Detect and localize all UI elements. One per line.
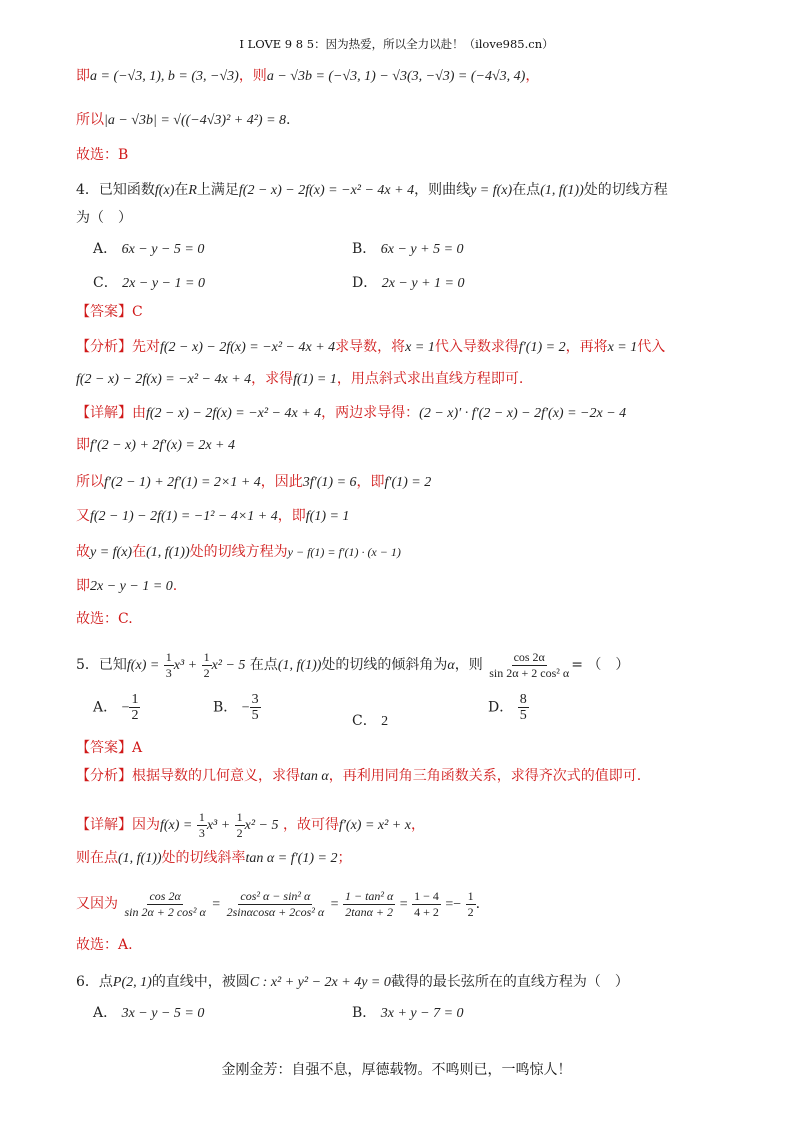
q5-option-a: A． − $\frac{1}{2}$ (93, 692, 139, 723)
q4-analysis-2: f(2 − x) − 2f(x) = −x² − 4x + 4，求得f(1) = 1，用点斜式求出直线方程即可. (76, 371, 524, 387)
q5-option-b: B． − $\frac{3}{5}$ (213, 692, 259, 723)
q4-analysis-1: 【分析】先对f(2 − x) − 2f(x) = −x² − 4x + 4求导数，将x = 1代入导数求得f′(1) = 2，再将x = 1代入 (76, 339, 666, 355)
q5-detail-1: 【详解】因为f(x) = $\frac{1}{3}$ x³ + $\frac{1}{2}$ x² − 5 ，故可得f′(x) = x² + x， (76, 809, 425, 840)
q4-stem-2: 为（ ） (76, 210, 132, 226)
q4-detail-5: 故y = f(x)在(1, f(1))处的切线方程为y − f(1) = f′(1) · (x − 1) (76, 544, 401, 560)
q6-option-a: A． 3x − y − 5 = 0 (93, 1005, 205, 1021)
q4-option-b: B． 6x − y + 5 = 0 (352, 241, 464, 257)
q5-answer: 【答案】A (76, 740, 143, 756)
q4-final: 故选：C. (76, 611, 133, 627)
q4-detail-6: 即2x − y − 1 = 0. (76, 578, 178, 594)
q5-final: 故选：A. (76, 937, 133, 953)
q4-option-c: C． 2x − y − 1 = 0 (93, 275, 205, 291)
q5-analysis: 【分析】根据导数的几何意义，求得tan α，再利用同角三角函数关系，求得齐次式的值即可. (76, 768, 642, 784)
q5-option-d: D． $\frac{8}{5}$ (488, 692, 527, 723)
page-header: I LOVE 9 8 5：因为热爱，所以全力以赴！（ilove985.cn） (239, 37, 554, 51)
prev-line-1: 即a = (−√3, 1), b = (3, −√3)，则a − √3b = (−√3, 1) − √3(3, −√3) = (−4√3, 4)， (76, 68, 540, 84)
q5-detail-2: 则在点(1, f(1))处的切线斜率tan α = f′(1) = 2； (76, 850, 352, 866)
q6-option-b: B． 3x + y − 7 = 0 (352, 1005, 464, 1021)
q4-detail-3: 所以f′(2 − 1) + 2f′(1) = 2×1 + 4，因此3f′(1) = 6，即f′(1) = 2 (76, 474, 432, 490)
q4-answer: 【答案】C (76, 304, 143, 320)
q4-stem: 4．已知函数f(x)在R上满足f(2 − x) − 2f(x) = −x² − 4x + 4，则曲线y = f(x)在点(1, f(1))处的切线方程 (76, 182, 668, 198)
q4-detail-2: 即f′(2 − x) + 2f′(x) = 2x + 4 (76, 437, 235, 453)
q5-option-c: C． 2 (352, 713, 389, 729)
q4-option-a: A． 6x − y − 5 = 0 (93, 241, 205, 257)
q6-stem: 6．点P(2, 1)的直线中，被圆C : x² + y² − 2x + 4y = 0截得的最长弦所在的直线方程为（ ） (76, 974, 629, 990)
page-footer: 金刚金芳：自强不息，厚德载物。不鸣则已，一鸣惊人！ (221, 1062, 572, 1078)
q4-option-d: D． 2x − y + 1 = 0 (352, 275, 465, 291)
prev-answer: 故选：B (76, 147, 129, 163)
q4-detail-4: 又f(2 − 1) − 2f(1) = −1² − 4×1 + 4，即f(1) = 1 (76, 508, 350, 524)
q5-detail-3: 又因为 $\frac{\cos 2\alpha}{\text{sin 2α + 2 cos² α}}$ = $\frac{\text{cos² α − sin² α}}{\text{2sinαcosα + 2cos² α}}$ = $\frac{\text{1 − tan² α}}{2\tan\alpha + 2}$ = $\frac{1 - 4}{4 + 2}$ =− $\frac{1}{2}$ . (76, 888, 481, 919)
q5-stem: 5．已知f(x) = $\frac{1}{3}$ x³ + $\frac{1}{2}$ x² − 5 在点(1, f(1))处的切线的倾斜角为α，则 $\frac{\cos 2\alpha}{\text{sin 2α + 2 cos² α}}$ = （ ） (76, 649, 630, 680)
prev-line-2: 所以|a − √3b| = √((−4√3)² + 4²) = 8. (76, 112, 291, 128)
q4-detail-1: 【详解】由f(2 − x) − 2f(x) = −x² − 4x + 4，两边求导得：(2 − x)′ · f′(2 − x) − 2f′(x) = −2x − 4 (76, 405, 627, 421)
